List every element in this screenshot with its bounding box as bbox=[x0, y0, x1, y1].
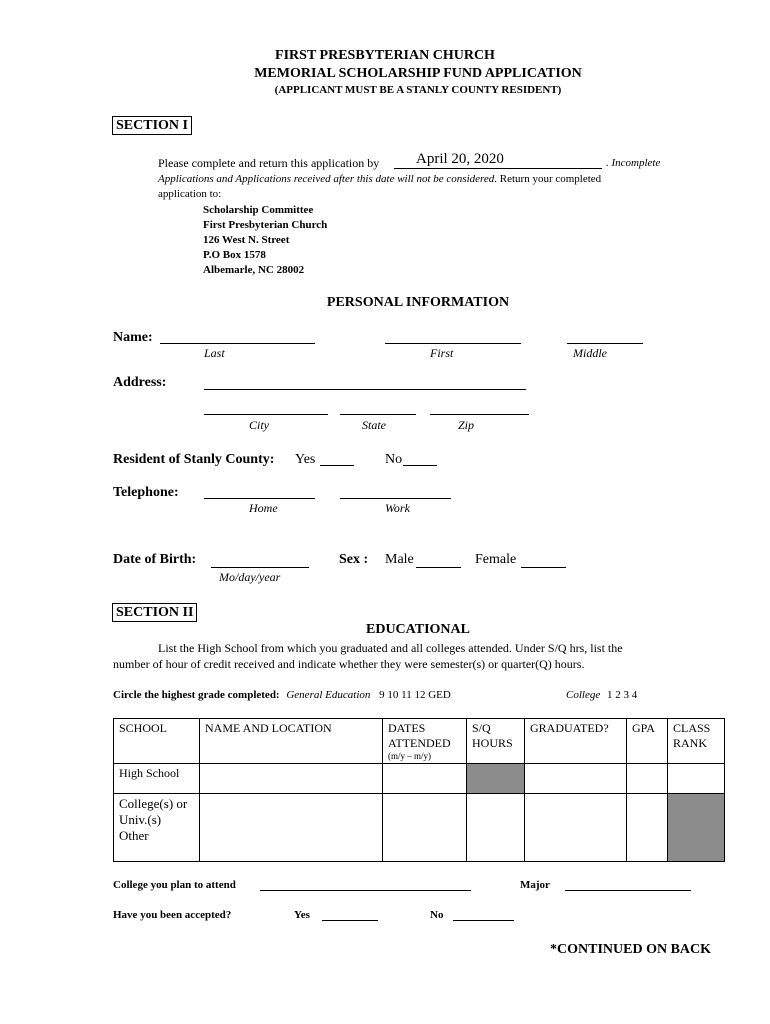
male-field[interactable] bbox=[416, 567, 461, 568]
header-class-rank: CLASS RANK bbox=[668, 719, 725, 764]
table-row bbox=[114, 794, 725, 862]
accepted-yes-field[interactable] bbox=[322, 920, 378, 921]
education-table bbox=[113, 718, 725, 862]
header-dates-format: (m/y – m/y) bbox=[388, 751, 431, 761]
section-1-label: SECTION I bbox=[112, 116, 192, 135]
table-row bbox=[114, 764, 725, 794]
general-education-label: General Education bbox=[286, 689, 371, 701]
section-2-label: SECTION II bbox=[112, 603, 197, 622]
mailing-address bbox=[203, 203, 327, 278]
intro-line-3: application to: bbox=[158, 188, 222, 200]
middle-name-field[interactable] bbox=[567, 343, 643, 344]
instructions-line-2: number of hour of credit received and indicate whether they were semester(s) or quarter(Q) hours. bbox=[113, 657, 585, 671]
middle-caption: Middle bbox=[573, 346, 607, 360]
work-caption: Work bbox=[385, 501, 410, 515]
last-name-field[interactable] bbox=[160, 343, 315, 344]
header-line-1: FIRST PRESBYTERIAN CHURCH bbox=[275, 48, 495, 63]
last-caption: Last bbox=[204, 346, 225, 360]
intro-text-before: Please complete and return this application by bbox=[158, 156, 380, 170]
cell-input[interactable] bbox=[467, 794, 525, 862]
work-phone-field[interactable] bbox=[340, 498, 451, 499]
resident-yes-label: Yes bbox=[295, 452, 316, 467]
intro-line-2-italic: Applications and Applications received after this date will not be considered bbox=[158, 173, 495, 185]
resident-yes-field[interactable] bbox=[320, 465, 354, 466]
female-label: Female bbox=[475, 552, 517, 567]
header-graduated: GRADUATED? bbox=[525, 719, 627, 764]
grade-label: Circle the highest grade completed: bbox=[113, 689, 280, 701]
header-sq-hours: S/Q HOURS bbox=[467, 719, 525, 764]
due-date: April 20, 2020 bbox=[416, 151, 504, 167]
resident-label: Resident of Stanly County: bbox=[113, 452, 275, 467]
continued-on-back: *CONTINUED ON BACK bbox=[550, 942, 712, 957]
home-caption: Home bbox=[249, 501, 278, 515]
city-field[interactable] bbox=[204, 414, 328, 415]
instructions-line-1: List the High School from which you graduated and all colleges attended. Under S/Q hrs, list the bbox=[158, 641, 623, 655]
accepted-yes-label: Yes bbox=[294, 909, 310, 921]
accepted-no-label: No bbox=[430, 909, 444, 921]
cell-shaded bbox=[467, 764, 525, 794]
header-dates bbox=[383, 719, 467, 764]
table-header-row bbox=[114, 719, 725, 764]
cell-input[interactable] bbox=[383, 764, 467, 794]
address-line: First Presbyterian Church bbox=[203, 219, 328, 231]
intro-text-after: . Incomplete bbox=[606, 157, 661, 169]
cell-input[interactable] bbox=[200, 764, 383, 794]
header-name-location: NAME AND LOCATION bbox=[200, 719, 383, 764]
street-address-field[interactable] bbox=[204, 389, 526, 390]
header-line-3: (APPLICANT MUST BE A STANLY COUNTY RESIDENT) bbox=[274, 84, 562, 96]
address-line: 126 West N. Street bbox=[203, 234, 290, 246]
cell-input[interactable] bbox=[525, 764, 627, 794]
cell-input[interactable] bbox=[627, 794, 668, 862]
male-label: Male bbox=[385, 552, 414, 567]
zip-caption: Zip bbox=[458, 418, 475, 432]
intro-line-2-rest: . Return your completed bbox=[494, 173, 602, 185]
home-phone-field[interactable] bbox=[204, 498, 315, 499]
cell-shaded bbox=[668, 794, 725, 862]
sex-label: Sex : bbox=[339, 552, 369, 567]
city-caption: City bbox=[249, 418, 269, 432]
accepted-label: Have you been accepted? bbox=[113, 909, 232, 921]
college-year-options[interactable]: 1 2 3 4 bbox=[606, 689, 638, 701]
female-field[interactable] bbox=[521, 567, 566, 568]
address-label: Address: bbox=[113, 375, 167, 390]
address-line: Albemarle, NC 28002 bbox=[203, 264, 305, 276]
resident-no-field[interactable] bbox=[403, 465, 437, 466]
due-date-line bbox=[394, 168, 602, 169]
row-college-other-label bbox=[114, 794, 200, 862]
grade-options[interactable]: 9 10 11 12 GED bbox=[379, 689, 451, 701]
accepted-no-field[interactable] bbox=[453, 920, 514, 921]
resident-no-label: No bbox=[385, 452, 403, 467]
zip-field[interactable] bbox=[430, 414, 529, 415]
plan-college-field[interactable] bbox=[260, 890, 471, 891]
dob-label: Date of Birth: bbox=[113, 552, 197, 567]
header-school: SCHOOL bbox=[114, 719, 200, 764]
header-dates-label: DATES ATTENDED bbox=[388, 721, 451, 750]
header-line-2: MEMORIAL SCHOLARSHIP FUND APPLICATION bbox=[254, 66, 582, 81]
cell-input[interactable] bbox=[383, 794, 467, 862]
major-label: Major bbox=[520, 879, 550, 891]
telephone-label: Telephone: bbox=[113, 485, 179, 500]
cell-input[interactable] bbox=[200, 794, 383, 862]
state-field[interactable] bbox=[340, 414, 416, 415]
address-line: Scholarship Committee bbox=[203, 204, 314, 216]
dob-field[interactable] bbox=[211, 567, 309, 568]
college-label: College bbox=[566, 689, 601, 701]
first-caption: First bbox=[430, 346, 454, 360]
row-high-school-label: High School bbox=[114, 764, 200, 794]
dob-format-caption: Mo/day/year bbox=[219, 570, 281, 584]
major-field[interactable] bbox=[565, 890, 691, 891]
cell-input[interactable] bbox=[525, 794, 627, 862]
state-caption: State bbox=[362, 418, 386, 432]
row-other-label: Other bbox=[119, 828, 149, 843]
first-name-field[interactable] bbox=[385, 343, 521, 344]
cell-input[interactable] bbox=[627, 764, 668, 794]
header-gpa: GPA bbox=[627, 719, 668, 764]
plan-college-label: College you plan to attend bbox=[113, 879, 236, 891]
row-college-label: College(s) or Univ.(s) bbox=[119, 796, 188, 827]
name-label: Name: bbox=[113, 330, 153, 345]
address-line: P.O Box 1578 bbox=[203, 249, 266, 261]
educational-heading: EDUCATIONAL bbox=[366, 622, 470, 637]
cell-input[interactable] bbox=[668, 764, 725, 794]
personal-info-heading: PERSONAL INFORMATION bbox=[326, 295, 510, 310]
